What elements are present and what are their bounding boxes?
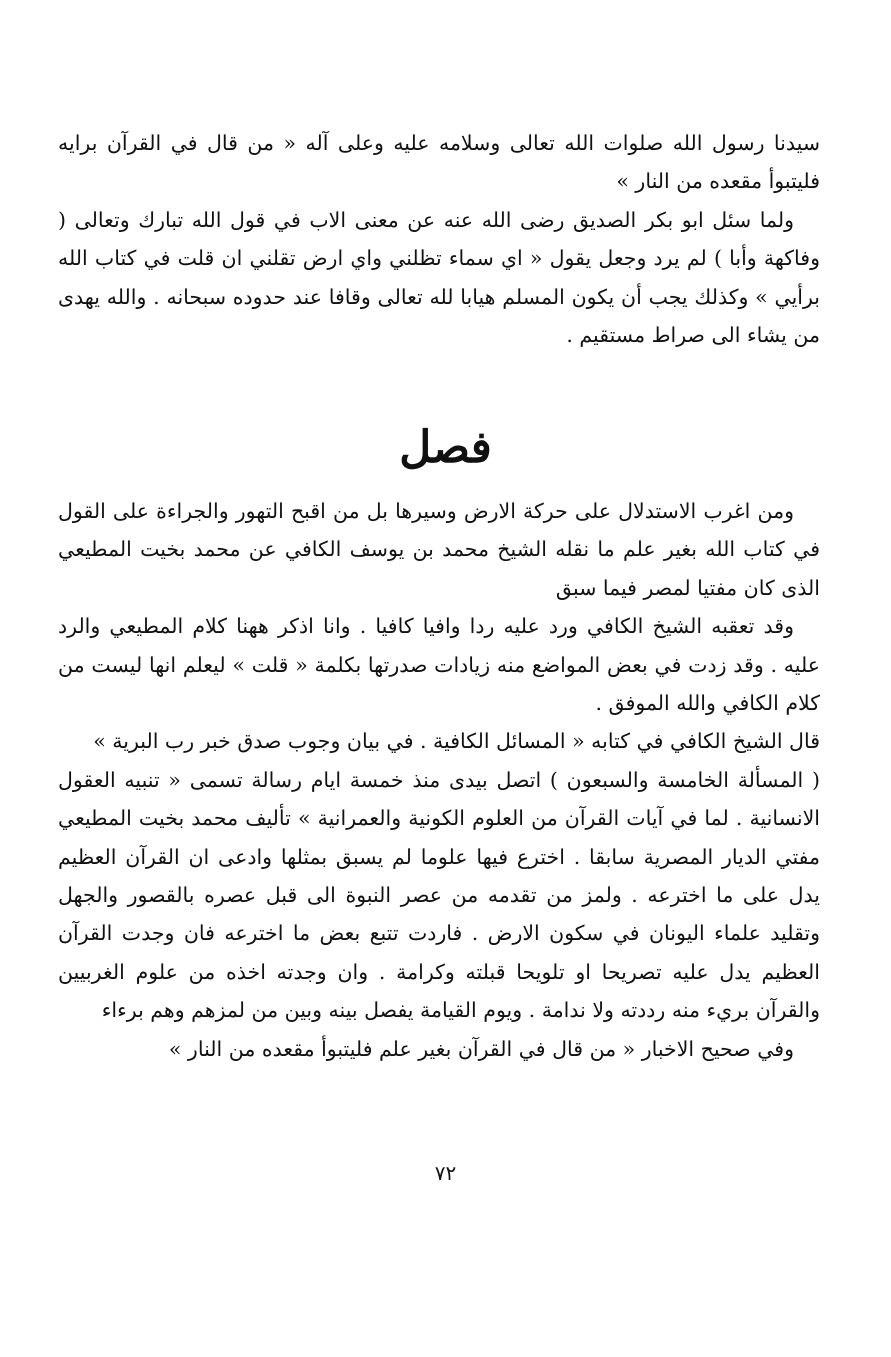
paragraph-abu-bakr: ولما سئل ابو بكر الصديق رضى الله عنه عن معنى الاب في قول الله تبارك وتعالى ( وفاكهة وأبا ) لم يرد وجعل يقول « اي سماء تظلني واي ارض تقلني ان قلت في كتاب الله برأيي » وكذلك يجب أن يكون المسلم هيابا لله تعالى وقافا عند حدوده سبحانه . والله يهدى من يشاء الى صراط مستقيم . bbox=[58, 207, 820, 348]
body-text-block bbox=[58, 492, 820, 1068]
section-heading: فصل bbox=[399, 422, 492, 473]
paragraph-quote-source: قال الشيخ الكافي في كتابه « المسائل الكافية . في بيان وجوب صدق خبر رب البرية » bbox=[93, 729, 820, 754]
paragraph-intro: ومن اغرب الاستدلال على حركة الارض وسيرها بل من اقبح التهور والجراءة على القول في كتاب الله بغير علم ما نقله الشيخ محمد بن يوسف الكافي عن محمد بخيت المطيعي الذى كان مفتيا لمصر فيما سبق bbox=[58, 499, 820, 600]
paragraph-question-75: ( المسألة الخامسة والسبعون ) اتصل بيدى منذ خمسة ايام رسالة تسمى « تنبيه العقول الانسانية . لما في آيات القرآن من العلوم الكونية والعمرانية » تأليف محمد بخيت المطيعي مفتي الديار المصرية سابقا . اخترع فيها علوما لم يسبق بمثلها وادعى ان القرآن العظيم يدل على ما اخترعه . ولمز من تقدمه من عصر النبوة الى قبل عصره بالقصور والجهل وتقليد علماء اليونان في سكون الارض . فاردت تتبع بعض ما اخترعه فان وجدت القرآن العظيم يدل عليه تصريحا او تلويحا قبلته وكرامة . وان وجدته اخذه من علوم الغربيين والقرآن بريء منه رددته ولا ندامة . ويوم القيامة يفصل بينه وبين من لمزهم وهم برءاء bbox=[58, 767, 820, 1023]
page-number: ٧٢ bbox=[434, 1161, 457, 1185]
paragraph-rebuttal: وقد تعقبه الشيخ الكافي ورد عليه ردا وافيا كافيا . وانا اذكر ههنا كلام المطيعي والرد عليه . وقد زدت في بعض المواضع منه زيادات صدرتها بكلمة « قلت » ليعلم انها ليست من كلام الكافي والله الموفق . bbox=[58, 614, 820, 716]
top-text-block bbox=[58, 124, 820, 354]
paragraph-hadith-closing: وفي صحيح الاخبار « من قال في القرآن بغير علم فليتبوأ مقعده من النار » bbox=[168, 1036, 794, 1061]
paragraph-hadith-opinion: سيدنا رسول الله صلوات الله تعالى وسلامه عليه وعلى آله « من قال في القرآن برايه فليتبوأ مقعده من النار » bbox=[58, 131, 820, 194]
